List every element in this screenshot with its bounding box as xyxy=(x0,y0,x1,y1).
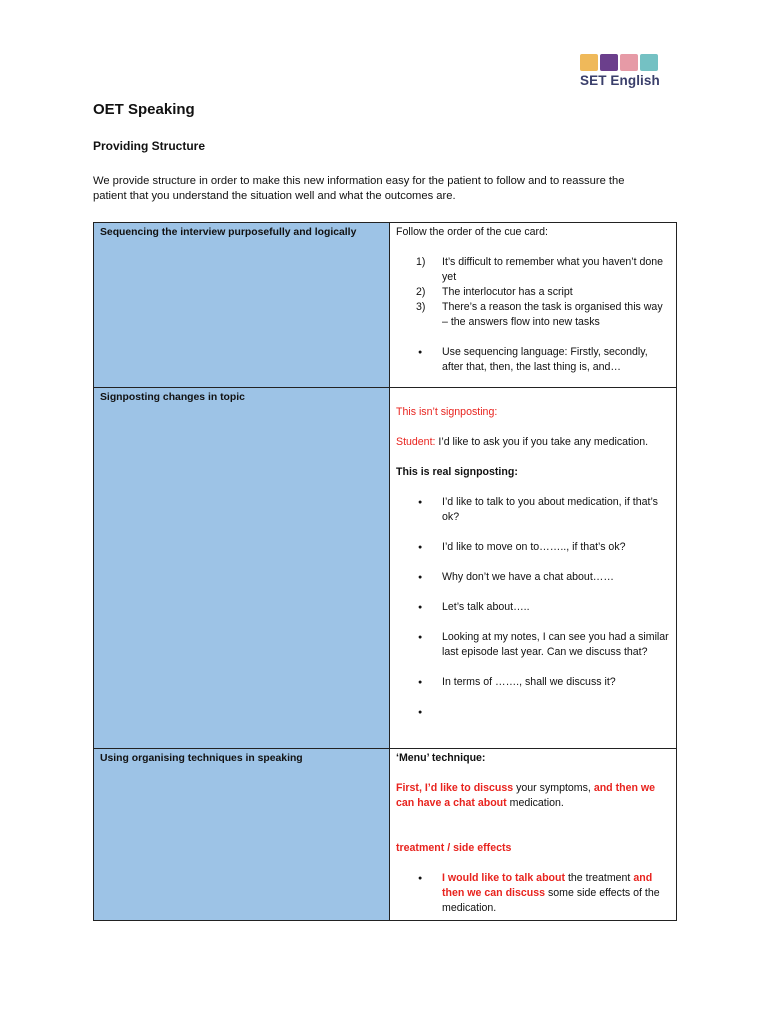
row-label: Using organising techniques in speaking xyxy=(94,749,390,921)
menu-example: First, I’d like to discuss your symptoms, and then we can have a chat about medication. xyxy=(396,782,656,809)
logo-square-1 xyxy=(580,54,598,71)
list-item: ● I would like to talk about the treatment and then we can discuss some side effects of the medication. xyxy=(416,871,670,916)
list-item: 1) It’s difficult to remember what you haven’t done yet xyxy=(416,256,664,283)
row-label: Signposting changes in topic xyxy=(94,388,390,749)
bullet-list xyxy=(396,495,670,525)
empty-list-item xyxy=(416,705,670,713)
table-row xyxy=(94,223,677,388)
list-item: ● Use sequencing language: Firstly, secondly, after that, then, the last thing is, and… xyxy=(416,345,670,375)
list-item: ● Looking at my notes, I can see you had a similar last episode last year. Can we discuss that? xyxy=(416,630,670,660)
row-content xyxy=(390,388,677,749)
list-item: 3) There’s a reason the task is organised this way – the answers flow into new tasks xyxy=(416,301,663,328)
list-item: ● Why don’t we have a chat about…… xyxy=(416,570,670,585)
row-content xyxy=(390,749,677,921)
list-item: ● I’d like to talk to you about medication, if that’s ok? xyxy=(416,495,670,525)
logo-square-2 xyxy=(600,54,618,71)
logo-square-4 xyxy=(640,54,658,71)
cue-card-intro: Follow the order of the cue card: xyxy=(396,226,548,238)
list-item: 2) The interlocutor has a script xyxy=(416,286,573,298)
section-title: Providing Structure xyxy=(93,139,206,153)
menu-technique-heading: ‘Menu’ technique: xyxy=(396,752,486,764)
structure-table xyxy=(93,222,677,921)
bullet-list xyxy=(396,871,670,916)
logo-text: SET English xyxy=(580,73,660,88)
table-row xyxy=(94,749,677,921)
not-signposting-heading: This isn’t signposting: xyxy=(396,406,498,418)
student-example xyxy=(396,435,670,450)
list-item: ● I’d like to move on to…….., if that’s ok? xyxy=(416,540,670,555)
logo-square-3 xyxy=(620,54,638,71)
list-item: ● Let’s talk about….. xyxy=(416,600,670,615)
logo-color-squares xyxy=(580,54,662,71)
intro-paragraph: We provide structure in order to make this new information easy for the patient to follow and to reassure the patient that you understand the situation well and what the outcomes are. xyxy=(93,175,625,202)
row-label: Sequencing the interview purposefully and logically xyxy=(94,223,390,388)
numbered-list xyxy=(396,255,670,330)
row-content xyxy=(390,223,677,388)
student-text: I’d like to ask you if you take any medication. xyxy=(435,436,649,448)
student-label: Student: xyxy=(396,436,436,448)
set-english-logo xyxy=(580,54,662,88)
topic-heading: treatment / side effects xyxy=(396,842,512,854)
table-row xyxy=(94,388,677,749)
page-title: OET Speaking xyxy=(93,101,195,118)
real-signposting-heading: This is real signposting: xyxy=(396,466,518,478)
bullet-list xyxy=(396,345,670,375)
list-item: ● In terms of ……., shall we discuss it? xyxy=(416,675,670,690)
